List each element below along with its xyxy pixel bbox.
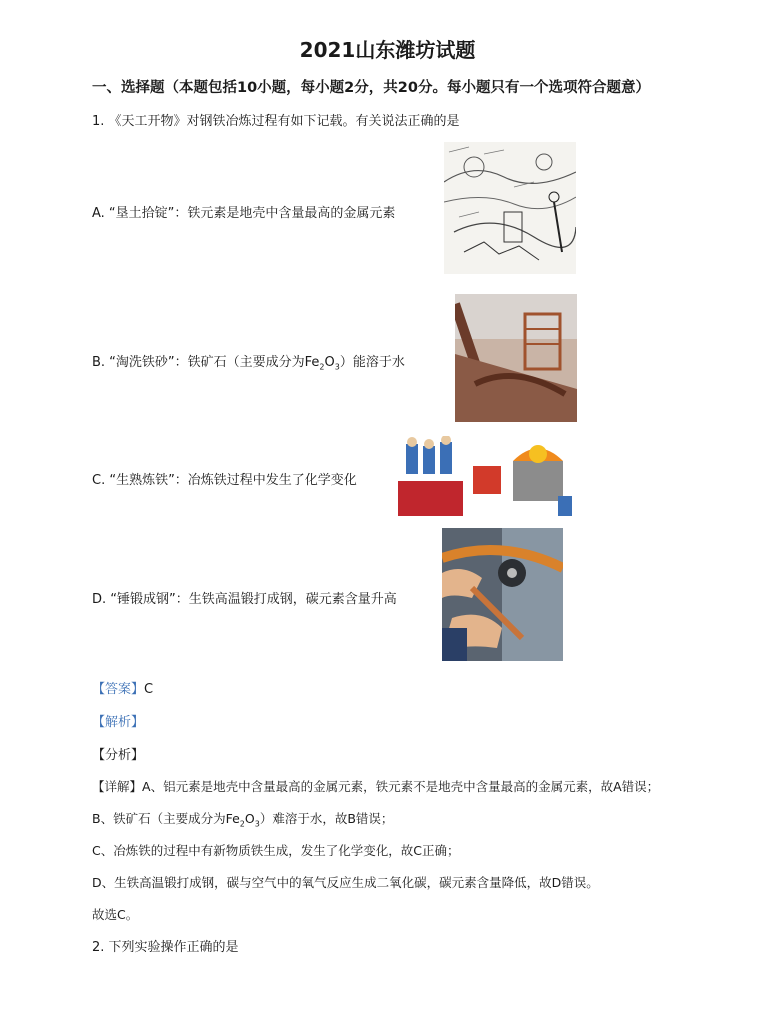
question-1-stem: 1. 《天工开物》对钢铁冶炼过程有如下记载。有关说法正确的是 <box>92 114 460 129</box>
analysis-label: 【解析】 <box>92 715 145 730</box>
detail-d: D、生铁高温锻打成钢，碳与空气中的氧气反应生成二氧化碳，碳元素含量降低，故D错误。 <box>92 875 599 890</box>
option-c-illustration <box>398 436 578 516</box>
question-2-stem: 2. 下列实验操作正确的是 <box>92 940 239 955</box>
option-d: D. “锤锻成钢”：生铁高温锻打成钢，碳元素含量升高 <box>92 592 397 607</box>
page-title: 2021山东潍坊试题 <box>299 38 476 62</box>
detail-a: 【详解】A、铝元素是地壳中含量最高的金属元素，铁元素不是地壳中含量最高的金属元素，故A错误； <box>92 779 660 794</box>
option-b-photo <box>455 294 577 422</box>
conclusion: 故选C。 <box>92 907 139 922</box>
answer-line: 【答案】C <box>92 682 154 697</box>
detail-c: C、冶炼铁的过程中有新物质铁生成，发生了化学变化，故C正确； <box>92 843 460 858</box>
option-d-photo <box>442 528 563 661</box>
option-b: B. “淘洗铁砂”：铁矿石（主要成分为$Fe_2O_3$）能溶于水 <box>92 355 405 372</box>
option-a-illustration <box>444 142 576 274</box>
option-c: C. “生熟炼铁”：冶炼铁过程中发生了化学变化 <box>92 473 357 488</box>
fenxi-label: 【分析】 <box>92 748 145 763</box>
option-a: A. “垦土拾锭”：铁元素是地壳中含量最高的金属元素 <box>92 206 396 221</box>
detail-b: B、铁矿石（主要成分为$Fe_2O_3$）难溶于水，故B错误； <box>92 811 394 829</box>
section-heading: 一、选择题（本题包括10小题，每小题2分，共20分。每小题只有一个选项符合题意） <box>92 80 650 96</box>
